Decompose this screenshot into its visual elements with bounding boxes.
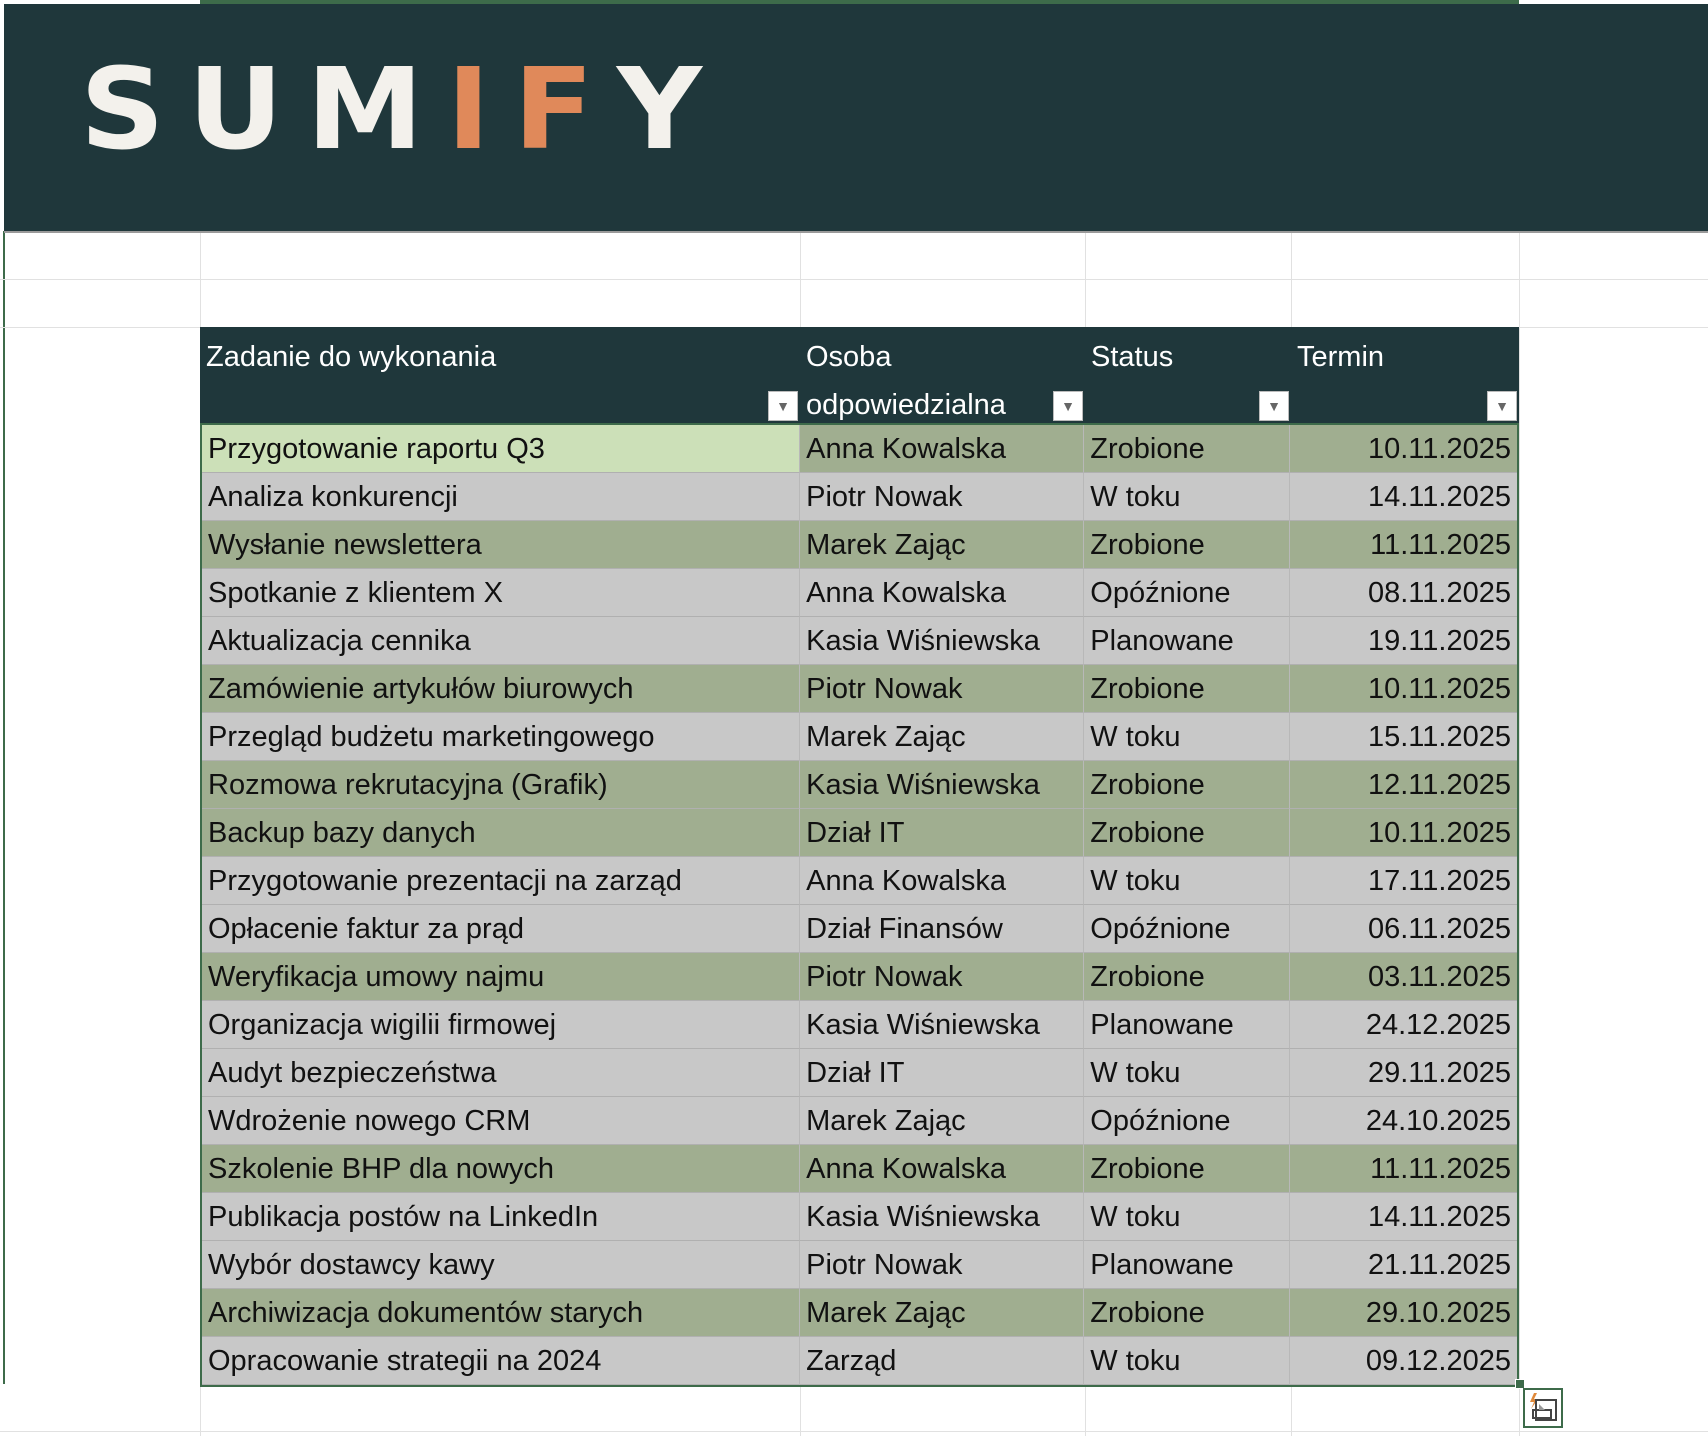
- table-row: [202, 617, 1517, 665]
- deadline-cell[interactable]: 06.11.2025: [1290, 905, 1517, 953]
- grid-line: [0, 279, 1708, 280]
- table-row: [202, 1001, 1517, 1049]
- table-row: [202, 521, 1517, 569]
- table-row: [202, 953, 1517, 1001]
- table-row: [202, 905, 1517, 953]
- status-cell[interactable]: Opóźnione: [1084, 569, 1289, 617]
- table-row: [202, 1241, 1517, 1289]
- status-cell[interactable]: Zrobione: [1084, 1289, 1289, 1337]
- deadline-cell[interactable]: 24.12.2025: [1290, 1001, 1517, 1049]
- status-cell[interactable]: Zrobione: [1084, 761, 1289, 809]
- status-cell[interactable]: W toku: [1084, 473, 1289, 521]
- status-cell[interactable]: W toku: [1084, 1337, 1289, 1385]
- person-cell[interactable]: Marek Zając: [800, 1289, 1084, 1337]
- deadline-cell[interactable]: 29.10.2025: [1290, 1289, 1517, 1337]
- deadline-cell[interactable]: 10.11.2025: [1290, 809, 1517, 857]
- header-person: [800, 327, 1085, 423]
- person-cell[interactable]: Piotr Nowak: [800, 473, 1084, 521]
- person-cell[interactable]: Dział IT: [800, 809, 1084, 857]
- header-deadline: [1291, 327, 1519, 423]
- table-row: [202, 809, 1517, 857]
- table-row: [202, 1145, 1517, 1193]
- person-cell[interactable]: Piotr Nowak: [800, 665, 1084, 713]
- deadline-cell[interactable]: 12.11.2025: [1290, 761, 1517, 809]
- status-cell[interactable]: Opóźnione: [1084, 905, 1289, 953]
- deadline-cell[interactable]: 03.11.2025: [1290, 953, 1517, 1001]
- task-cell[interactable]: Archiwizacja dokumentów starych: [202, 1289, 800, 1337]
- table-header-row: [200, 327, 1519, 423]
- header-banner: [4, 4, 1708, 233]
- status-cell[interactable]: W toku: [1084, 857, 1289, 905]
- deadline-cell[interactable]: 11.11.2025: [1290, 1145, 1517, 1193]
- task-cell[interactable]: Analiza konkurencji: [202, 473, 800, 521]
- status-cell[interactable]: Zrobione: [1084, 1145, 1289, 1193]
- header-status: [1085, 327, 1291, 423]
- task-cell[interactable]: Przygotowanie prezentacji na zarząd: [202, 857, 800, 905]
- person-cell[interactable]: Dział IT: [800, 1049, 1084, 1097]
- header-label: Termin: [1297, 341, 1385, 373]
- status-cell[interactable]: Planowane: [1084, 1001, 1289, 1049]
- person-cell[interactable]: Kasia Wiśniewska: [800, 1193, 1084, 1241]
- task-cell[interactable]: Audyt bezpieczeństwa: [202, 1049, 800, 1097]
- quick-analysis-button[interactable]: [1523, 1388, 1563, 1428]
- deadline-cell[interactable]: 14.11.2025: [1290, 1193, 1517, 1241]
- grid-line: [0, 1431, 1708, 1432]
- task-cell[interactable]: Weryfikacja umowy najmu: [202, 953, 800, 1001]
- status-cell[interactable]: Zrobione: [1084, 665, 1289, 713]
- status-cell[interactable]: Zrobione: [1084, 809, 1289, 857]
- deadline-cell[interactable]: 14.11.2025: [1290, 473, 1517, 521]
- filter-dropdown-icon[interactable]: ▼: [1259, 391, 1289, 421]
- table-body: [200, 423, 1519, 1387]
- person-cell[interactable]: Zarząd: [800, 1337, 1084, 1385]
- table-row: [202, 473, 1517, 521]
- status-cell[interactable]: Planowane: [1084, 617, 1289, 665]
- person-cell[interactable]: Kasia Wiśniewska: [800, 761, 1084, 809]
- table-row: [202, 761, 1517, 809]
- selection-top-border: [200, 0, 1519, 4]
- table-row: [202, 857, 1517, 905]
- person-cell[interactable]: Anna Kowalska: [800, 569, 1084, 617]
- table-row: [202, 713, 1517, 761]
- person-cell[interactable]: Dział Finansów: [800, 905, 1084, 953]
- deadline-cell[interactable]: 17.11.2025: [1290, 857, 1517, 905]
- filter-dropdown-icon[interactable]: ▼: [1053, 391, 1083, 421]
- deadline-cell[interactable]: 11.11.2025: [1290, 521, 1517, 569]
- deadline-cell[interactable]: 10.11.2025: [1290, 425, 1517, 473]
- person-cell[interactable]: Piotr Nowak: [800, 953, 1084, 1001]
- status-cell[interactable]: Zrobione: [1084, 953, 1289, 1001]
- task-cell[interactable]: Szkolenie BHP dla nowych: [202, 1145, 800, 1193]
- status-cell[interactable]: W toku: [1084, 1193, 1289, 1241]
- person-cell[interactable]: Marek Zając: [800, 1097, 1084, 1145]
- deadline-cell[interactable]: 29.11.2025: [1290, 1049, 1517, 1097]
- table-row: [202, 569, 1517, 617]
- header-label: Status: [1091, 341, 1174, 373]
- header-label: Zadanie do wykonania: [206, 341, 497, 373]
- deadline-cell[interactable]: 09.12.2025: [1290, 1337, 1517, 1385]
- status-cell[interactable]: Zrobione: [1084, 425, 1289, 473]
- table-row: [202, 1097, 1517, 1145]
- person-cell[interactable]: Anna Kowalska: [800, 425, 1084, 473]
- quick-analysis-icon: [1525, 1390, 1561, 1426]
- task-cell[interactable]: Wybór dostawcy kawy: [202, 1241, 800, 1289]
- task-cell[interactable]: Backup bazy danych: [202, 809, 800, 857]
- person-cell[interactable]: Kasia Wiśniewska: [800, 1001, 1084, 1049]
- tasks-table: [200, 327, 1519, 1387]
- status-cell[interactable]: Opóźnione: [1084, 1097, 1289, 1145]
- table-row: [202, 1289, 1517, 1337]
- deadline-cell[interactable]: 21.11.2025: [1290, 1241, 1517, 1289]
- person-cell[interactable]: Piotr Nowak: [800, 1241, 1084, 1289]
- task-cell[interactable]: Organizacja wigilii firmowej: [202, 1001, 800, 1049]
- person-cell[interactable]: Kasia Wiśniewska: [800, 617, 1084, 665]
- filter-dropdown-icon[interactable]: ▼: [768, 391, 798, 421]
- logo-text: SUM: [80, 45, 447, 175]
- person-cell[interactable]: Marek Zając: [800, 713, 1084, 761]
- task-cell[interactable]: Wysłanie newslettera: [202, 521, 800, 569]
- deadline-cell[interactable]: 15.11.2025: [1290, 713, 1517, 761]
- logo-text: Y: [616, 45, 726, 175]
- status-cell[interactable]: Zrobione: [1084, 521, 1289, 569]
- header-label: Osoba odpowiedzialna: [806, 341, 1006, 421]
- task-cell[interactable]: Opłacenie faktur za prąd: [202, 905, 800, 953]
- person-cell[interactable]: Anna Kowalska: [800, 857, 1084, 905]
- task-cell[interactable]: Opracowanie strategii na 2024: [202, 1337, 800, 1385]
- task-cell[interactable]: Przegląd budżetu marketingowego: [202, 713, 800, 761]
- status-cell[interactable]: Planowane: [1084, 1241, 1289, 1289]
- status-cell[interactable]: W toku: [1084, 1049, 1289, 1097]
- task-cell[interactable]: Rozmowa rekrutacyjna (Grafik): [202, 761, 800, 809]
- table-row: [202, 665, 1517, 713]
- deadline-cell[interactable]: 24.10.2025: [1290, 1097, 1517, 1145]
- sumify-logo: [80, 45, 726, 175]
- filter-dropdown-icon[interactable]: ▼: [1487, 391, 1517, 421]
- logo-accent-text: IF: [446, 45, 617, 175]
- deadline-cell[interactable]: 08.11.2025: [1290, 569, 1517, 617]
- deadline-cell[interactable]: 19.11.2025: [1290, 617, 1517, 665]
- task-cell[interactable]: Spotkanie z klientem X: [202, 569, 800, 617]
- grid-line: [3, 231, 5, 1384]
- table-row: [202, 1337, 1517, 1385]
- table-row: [202, 1049, 1517, 1097]
- status-cell[interactable]: W toku: [1084, 713, 1289, 761]
- task-cell[interactable]: Wdrożenie nowego CRM: [202, 1097, 800, 1145]
- table-row: [202, 1193, 1517, 1241]
- table-row: [202, 425, 1517, 473]
- deadline-cell[interactable]: 10.11.2025: [1290, 665, 1517, 713]
- header-task: [200, 327, 800, 423]
- task-cell[interactable]: Zamówienie artykułów biurowych: [202, 665, 800, 713]
- person-cell[interactable]: Marek Zając: [800, 521, 1084, 569]
- task-cell[interactable]: Aktualizacja cennika: [202, 617, 800, 665]
- task-cell[interactable]: Przygotowanie raportu Q3: [202, 425, 800, 473]
- grid-line: [1519, 231, 1520, 1436]
- task-cell[interactable]: Publikacja postów na LinkedIn: [202, 1193, 800, 1241]
- person-cell[interactable]: Anna Kowalska: [800, 1145, 1084, 1193]
